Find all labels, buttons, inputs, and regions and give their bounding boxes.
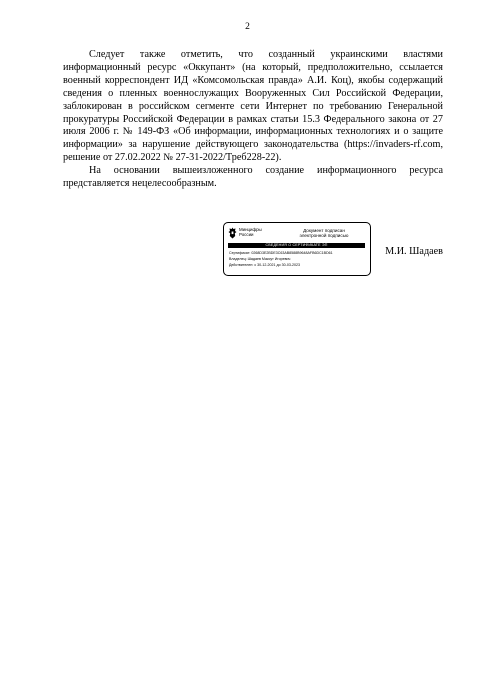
certificate-row: Сертификат: 0268D3E2BDE3C63AB8588B9648AFB6DC1BD61 [229,251,333,255]
coat-of-arms-icon [228,227,237,239]
signature-block [63,222,443,282]
paragraph-occupant-resource: Следует также отметить, что созданный украинскими властями информационный ресурс «Оккупант» (на который, предположительно, ссылается военный корреспондент ИД «Комсомольская правда» А.И. Коц), якобы содержащий сведения о пленных военнослужащих Вооруженных Сил Российской Федерации, заблокирован в российском сегменте сети Интернет по требованию Генеральной прокуратуры Российской Федерации в рамках статьи 15.3 Федерального закона от 27 июля 2006 г. № 149-ФЗ «Об информации, информационных технологиях и о защите информации» за нарушение действующего законодательства (https://invaders-rf.com, решение от 27.02.2022 № 27-31-2022/Треб228-22). [63,49,443,164]
stamp-header [228,227,366,241]
signer-name: М.И. Шадаев [385,246,443,257]
paragraph-conclusion: На основании вышеизложенного создание информационного ресурса представляется нецелесообразным. [63,165,443,190]
certificate-banner: СВЕДЕНИЯ О СЕРТИФИКАТЕ ЭП [228,243,365,248]
electronic-signature-stamp [223,222,371,276]
validity-row: Действителен: с 30-12-2021 до 30-03-2023 [229,263,301,267]
ministry-name: Минцифры России [239,227,262,237]
letter-body [63,49,443,191]
owner-row: Владелец: Шадаев Максут Игоревич [229,257,291,261]
page-number: 2 [245,22,250,32]
signed-notice: Документ подписан электронной подписью [299,228,349,239]
